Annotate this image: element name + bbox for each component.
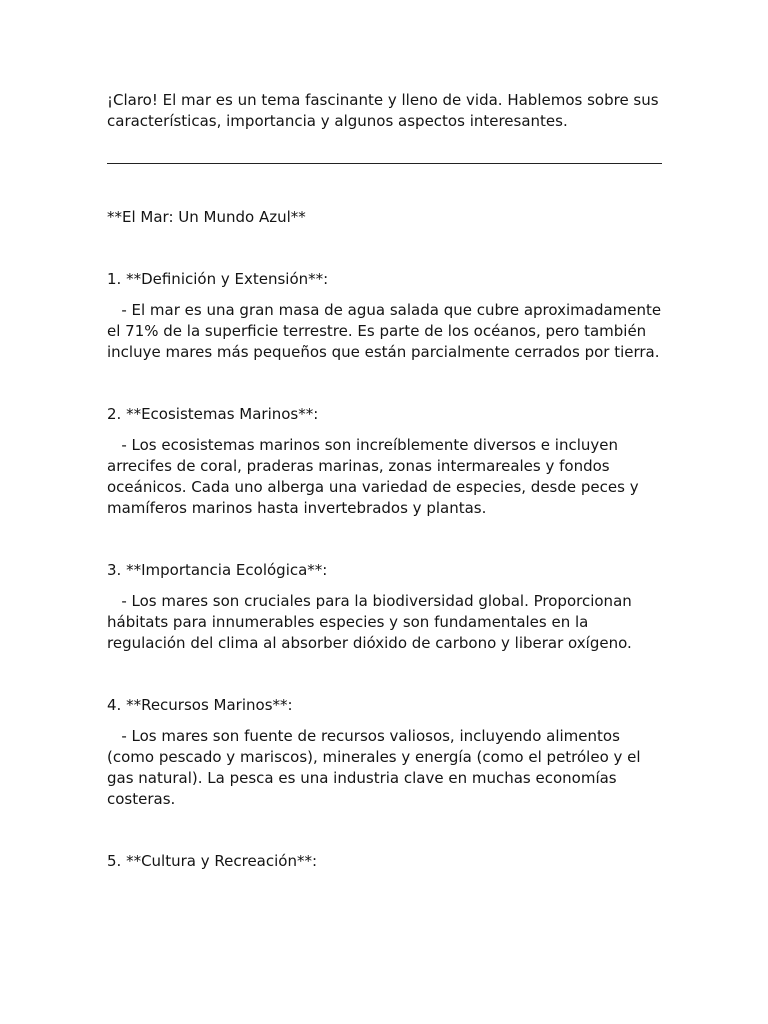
section-heading-1: 1. **Definición y Extensión**: [107,270,329,288]
section-heading-2: 2. **Ecosistemas Marinos**: [107,405,319,423]
section-heading-5: 5. **Cultura y Recreación**: [107,852,318,870]
intro-paragraph: ¡Claro! El mar es un tema fascinante y lleno de vida. Hablemos sobre sus características, importancia y algunos aspectos interesantes. [107,91,659,130]
section-body-1: - El mar es una gran masa de agua salada que cubre aproximadamente el 71% de la superficie terrestre. Es parte de los océanos, pero también incluye mares más pequeños que están parcialmente cerrados por tierra. [107,301,666,361]
document-page [107,90,667,872]
section-heading-4: 4. **Recursos Marinos**: [107,696,293,714]
document-title: **El Mar: Un Mundo Azul** [107,208,306,226]
section-body-4: - Los mares son fuente de recursos valiosos, incluyendo alimentos (como pescado y mariscos), minerales y energía (como el petróleo y el gas natural). La pesca es una industria clave en muchas economías costeras. [107,727,646,808]
section-body-3: - Los mares son cruciales para la biodiversidad global. Proporcionan hábitats para innumerables especies y son fundamentales en la regulación del clima al absorber dióxido de carbono y liberar oxígeno. [107,592,637,652]
section-heading-3: 3. **Importancia Ecológica**: [107,561,328,579]
section-body-2: - Los ecosistemas marinos son increíblemente diversos e incluyen arrecifes de coral, praderas marinas, zonas intermareales y fondos oceánicos. Cada uno alberga una variedad de especies, desde peces y mamíferos marinos hasta invertebrados y plantas. [107,436,644,517]
horizontal-rule [107,163,662,164]
